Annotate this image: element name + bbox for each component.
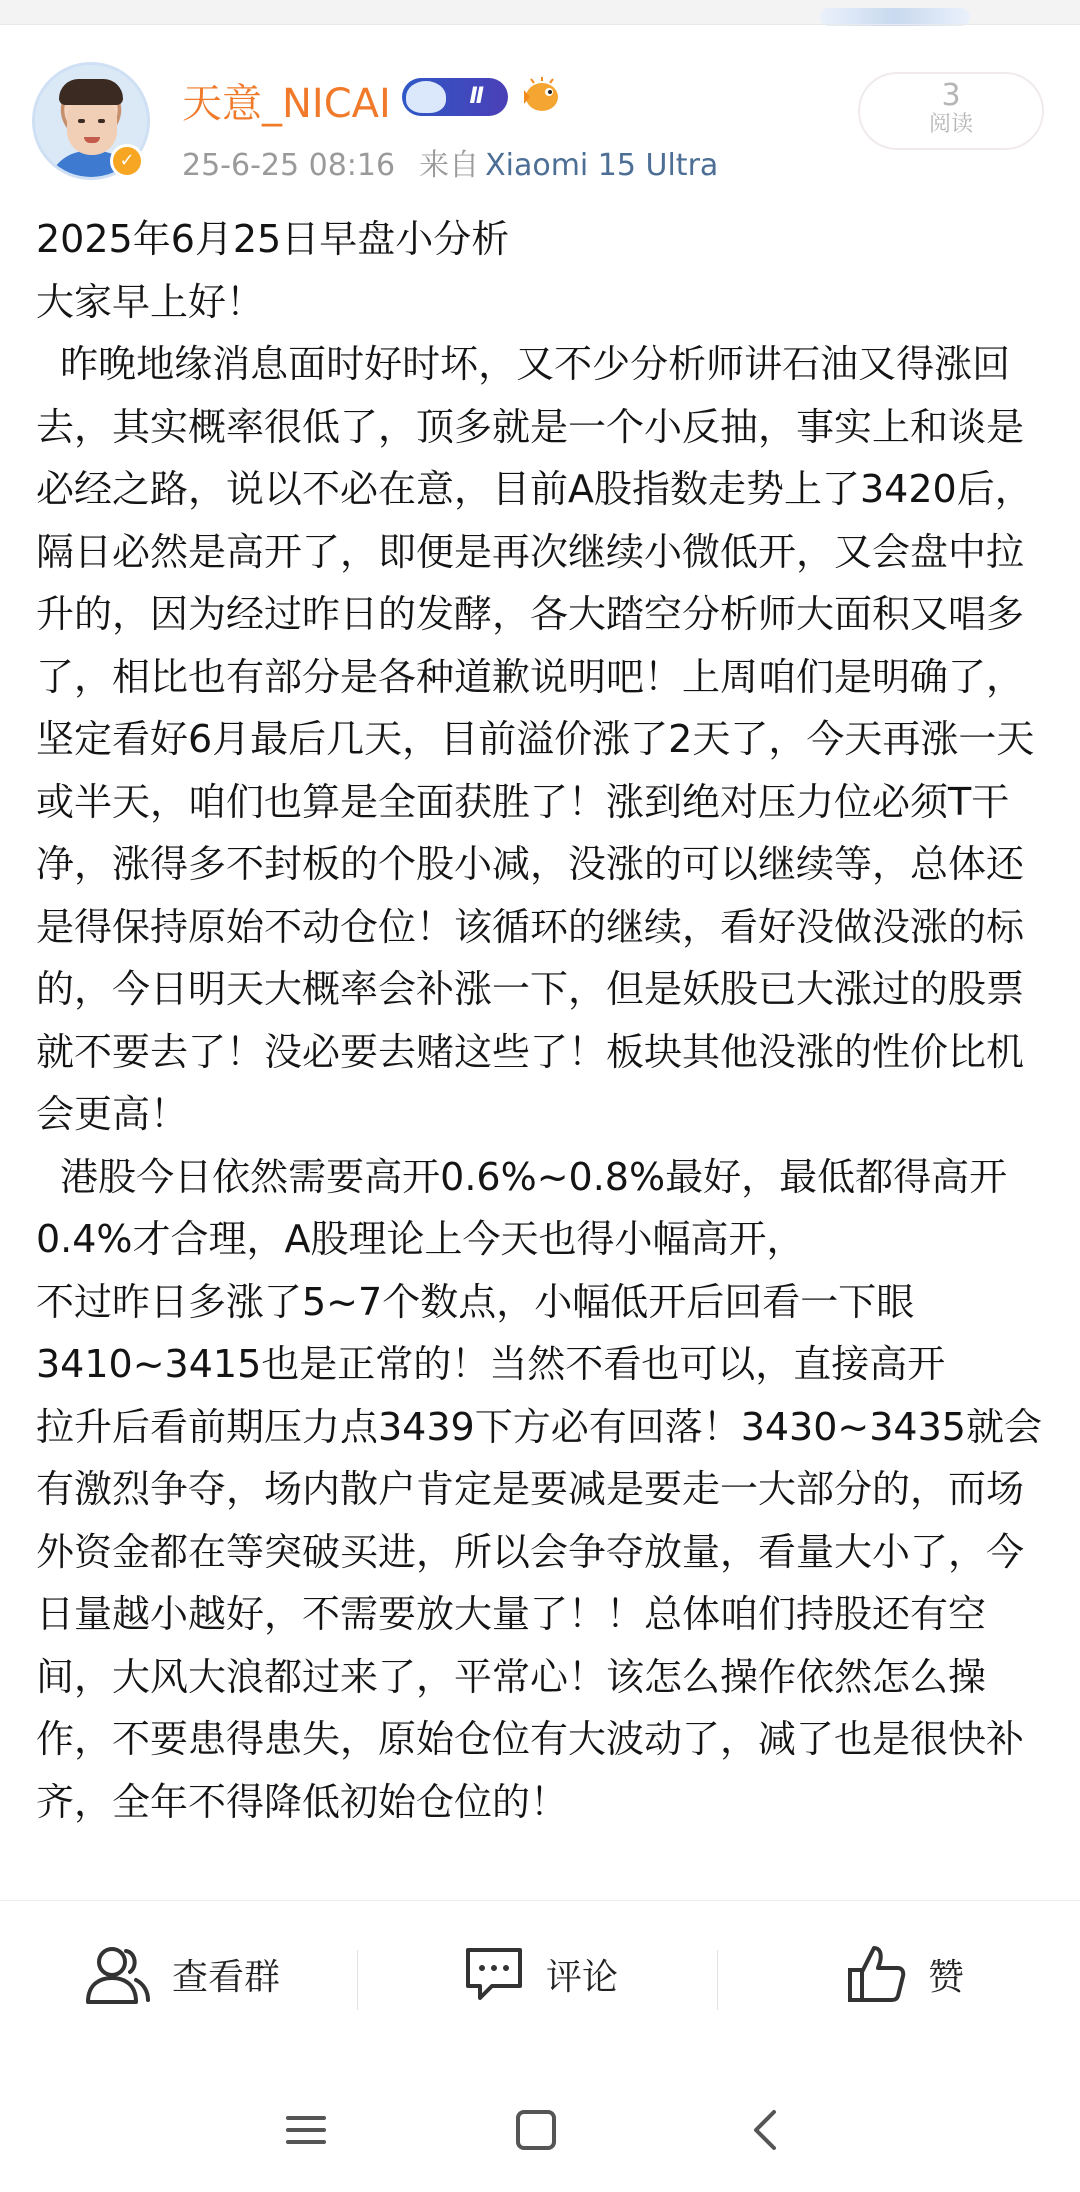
post-paragraph: 昨晚地缘消息面时好时坏，又不少分析师讲石油又得涨回去，其实概率很低了，顶多就是一个小反抽，事实上和谈是必经之路，说以不必在意，目前A股指数走势上了3420后，隔日必然是高开了，即便是再次继续小微低开，又会盘中拉升的，因为经过昨日的发酵，各大踏空分析师大面积又唱多了，相比也有部分是各种道歉说明吧！上周咱们是明确了，坚定看好6月最后几天，目前溢价涨了2天了，今天再涨一天或半天，咱们也算是全面获胜了！涨到绝对压力位必须T干净，涨得多不封板的个股小减，没涨的可以继续等，总体还是得保持原始不动仓位！该循环的继续，看好没做没涨的标的，今日明天大概率会补涨一下，但是妖股已大涨过的股票就不要去了！没必要去赌这些了！板块其他没涨的性价比机会更高！ [36, 342, 1035, 1136]
device-link[interactable]: Xiaomi 15 Ultra [485, 148, 719, 183]
comment-icon [462, 1944, 526, 2004]
system-nav-bar [0, 2060, 1080, 2192]
read-label: 阅读 [928, 112, 973, 137]
level-badge[interactable] [402, 78, 508, 116]
post-paragraph: 3410~3415也是正常的！当然不看也可以，直接高开 [36, 1342, 946, 1386]
post-timestamp: 25-6-25 08:16 [182, 148, 396, 183]
read-count: 3 [941, 78, 961, 113]
read-count-box [858, 72, 1044, 150]
source-prefix: 来自 [419, 148, 480, 183]
menu-icon[interactable] [276, 2100, 336, 2160]
divider [0, 24, 1080, 25]
pufferfish-icon[interactable] [520, 76, 562, 116]
post-meta [182, 140, 718, 184]
action-bar [0, 1900, 1080, 2060]
level-text: Ⅱ [469, 84, 484, 109]
divider [717, 1950, 718, 2010]
divider [357, 1950, 358, 2010]
post-body [36, 208, 1046, 1833]
whale-icon [406, 81, 446, 113]
author-name[interactable]: 天意_NICAI [182, 81, 391, 127]
comment-label: 评论 [546, 1956, 619, 1998]
post-paragraph: 拉升后看前期压力点3439下方必有回落！3430~3435就会有激烈争夺，场内散户肯定是要减是要走一大部分的，而场外资金都在等突破买进，所以会争夺放量，看量大小了，今日量越小越好，不需要放大量了！！总体咱们持股还有空间，大风大浪都过来了，平常心！该怎么操作依然怎么操作，不要患得患失，原始仓位有大波动了，减了也是很快补齐，全年不得降低初始仓位的！ [36, 1404, 1042, 1824]
status-bar [0, 0, 1080, 24]
thumbs-up-icon [844, 1942, 908, 2006]
post-paragraph: 港股今日依然需要高开0.6%~0.8%最好，最低都得高开0.4%才合理，A股理论上今天也得小幅高开， [36, 1154, 1008, 1261]
post-title-line: 2025年6月25日早盘小分析 [36, 217, 510, 261]
view-group-button[interactable] [80, 1938, 280, 2010]
comment-button[interactable] [462, 1938, 618, 2010]
like-button[interactable] [844, 1938, 964, 2010]
verified-badge-icon: ✓ [110, 144, 144, 178]
group-icon [80, 1942, 152, 2006]
post-paragraph: 大家早上好！ [36, 279, 265, 324]
view-group-label: 查看群 [172, 1956, 281, 1998]
post-header [0, 56, 1080, 186]
post-paragraph: 不过昨日多涨了5~7个数点，小幅低开后回看一下眼 [36, 1279, 915, 1324]
like-label: 赞 [928, 1956, 965, 1998]
home-icon[interactable] [506, 2100, 566, 2160]
back-icon[interactable] [736, 2100, 796, 2160]
